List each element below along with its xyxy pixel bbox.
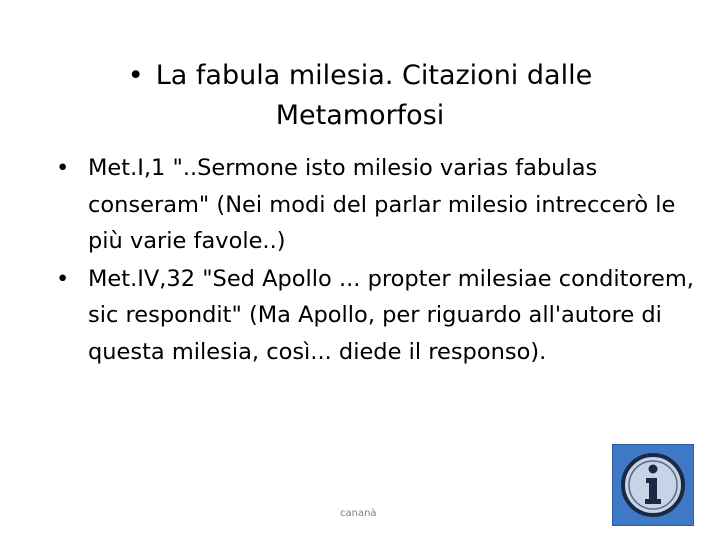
list-bullet: • — [56, 265, 70, 292]
title-text: La fabula milesia. Citazioni dalle Metamorfosi — [155, 60, 593, 131]
info-icon — [613, 445, 693, 525]
list-item — [56, 150, 696, 260]
list-item — [56, 261, 696, 371]
title-bullet: • — [127, 60, 144, 91]
footer-text: cananà — [340, 508, 377, 519]
slide-title — [60, 56, 660, 136]
body-list — [56, 150, 696, 371]
list-bullet: • — [56, 155, 70, 181]
list-item-text: Met.I,1 "..Sermone isto milesio varias fabulas conseram" (Nei modi del parlar milesio intreccerò le più varie favole..) — [88, 155, 676, 254]
info-button[interactable] — [612, 444, 694, 526]
list-item-text: Met.IV,32 "Sed Apollo ... propter milesiae conditorem, sic respondit" (Ma Apollo, per riguardo all'autore di questa milesia, così... diede il responso). — [88, 265, 694, 365]
